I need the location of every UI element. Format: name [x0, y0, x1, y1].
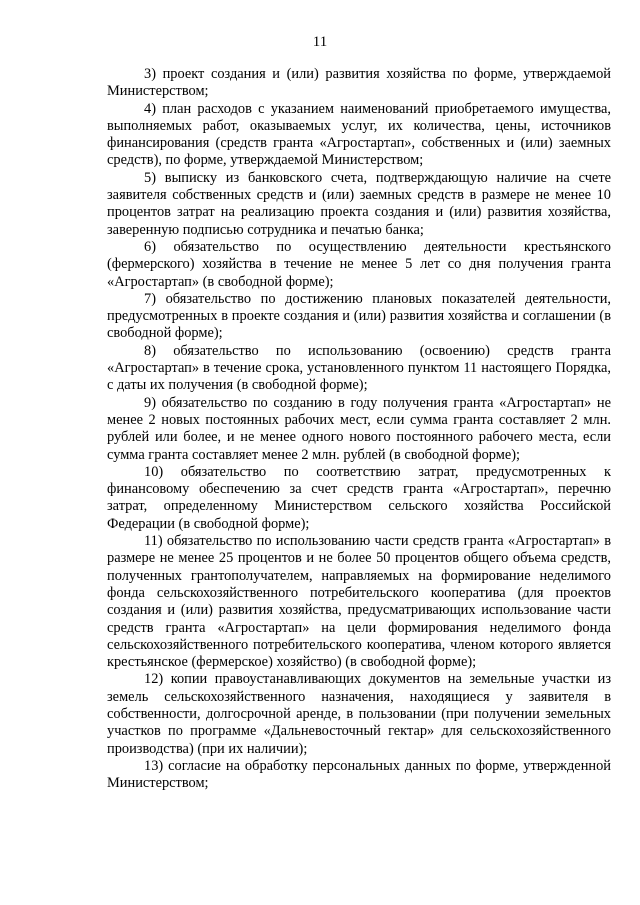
list-item-8: 8) обязательство по использованию (освоению) средств гранта «Агростартап» в течение срока, установленного пунктом 11 настоящего Порядка, с даты их получения (в свободной форме);	[107, 342, 611, 394]
list-item-9: 9) обязательство по созданию в году получения гранта «Агростартап» не менее 2 новых постоянных рабочих мест, если сумма гранта составляет 2 млн. рублей или более, и не менее одного нового постоянного рабочего места, если сумма гранта составляет менее 2 млн. рублей (в свободной форме);	[107, 394, 611, 463]
list-item-10: 10) обязательство по соответствию затрат, предусмотренных к финансовому обеспечению за счет средств гранта «Агростартап», перечню затрат, определенному Министерством сельского хозяйства Российской Федерации (в свободной форме);	[107, 463, 611, 532]
list-item-13: 13) согласие на обработку персональных данных по форме, утвержденной Министерством;	[107, 757, 611, 792]
document-body	[107, 66, 611, 792]
list-item-12: 12) копии правоустанавливающих документов на земельные участки из земель сельскохозяйственного назначения, находящиеся у заявителя в собственности, долгосрочной аренде, в пользовании (при получении земельных участков по программе «Дальневосточный гектар» для сельскохозяйственного производства) (при их наличии);	[107, 671, 611, 757]
list-item-6: 6) обязательство по осуществлению деятельности крестьянского (фермерского) хозяйства в течение не менее 5 лет со дня получения гранта «Агростартап» (в свободной форме);	[107, 238, 611, 290]
list-item-4: 4) план расходов с указанием наименований приобретаемого имущества, выполняемых работ, оказываемых услуг, их количества, цены, источников финансирования (средств гранта «Агростартап», собственных и (или) заемных средств), по форме, утверждаемой Министерством;	[107, 100, 611, 169]
list-item-3: 3) проект создания и (или) развития хозяйства по форме, утверждаемой Министерством;	[107, 66, 611, 100]
page-number: 11	[312, 34, 328, 50]
list-item-11: 11) обязательство по использованию части средств гранта «Агростартап» в размере не менее 25 процентов и не более 50 процентов общего объема средств, полученных грантополучателем, направляемых на формирование неделимого фонда сельскохозяйственного потребительского кооператива (для проектов создания и (или) развития хозяйства, предусматривающих использование части средств гранта «Агростартап» на цели формирования неделимого фонда сельскохозяйственного потребительского кооператива, членом которого является крестьянское (фермерское) хозяйство) (в свободной форме);	[107, 533, 611, 671]
list-item-5: 5) выписку из банковского счета, подтверждающую наличие на счете заявителя собственных средств и (или) заемных средств в размере не менее 10 процентов затрат на реализацию проекта создания и (или) развития хозяйства, заверенную подписью сотрудника и печатью банка;	[107, 169, 611, 238]
list-item-7: 7) обязательство по достижению плановых показателей деятельности, предусмотренных в проекте создания и (или) развития хозяйства и соглашении (в свободной форме);	[107, 290, 611, 342]
